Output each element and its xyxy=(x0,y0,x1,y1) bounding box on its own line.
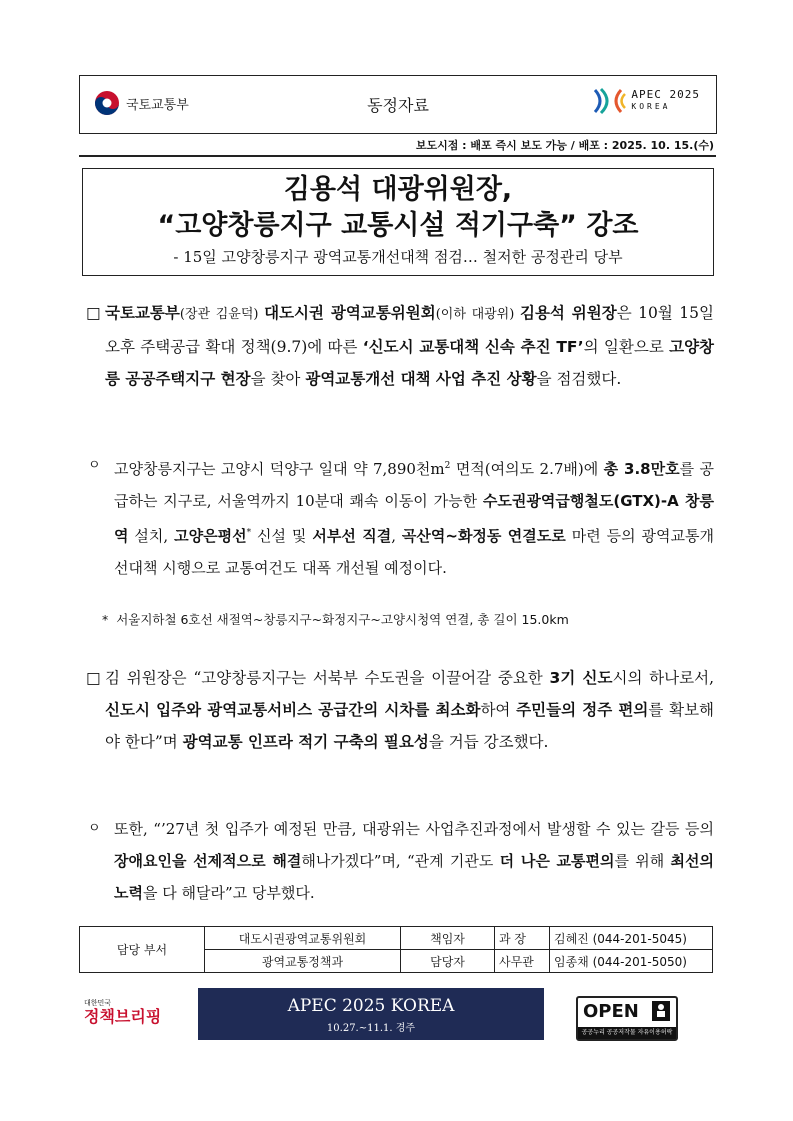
p2-gtx: 수도권광역급행철도(GTX)-A 창릉역 xyxy=(114,492,714,545)
p2-text-l: 마련 등의 광역교통개선대책 시행으로 교통여건도 대폭 개선될 예정이다. xyxy=(114,527,714,577)
square-bullet: □ xyxy=(86,304,101,322)
contact-person-1: 김혜진 (044-201-5045) xyxy=(550,927,713,950)
p2-text-a: 고양창릉지구는 고양시 덕양구 일대 약 7,890천m xyxy=(114,460,445,478)
p3-text-a: 김 위원장은 “고양창릉지구는 서북부 수도권을 이끌어갈 중요한 xyxy=(105,669,550,687)
subtitle: - 15일 고양창릉지구 광역교통개선대책 점검… 철저한 공정관리 당부 xyxy=(173,248,623,266)
apec-logo xyxy=(591,86,700,116)
p2-seobu: 서부선 직결 xyxy=(312,527,392,545)
p2-superscript: 2 xyxy=(444,461,451,471)
header-box xyxy=(79,75,717,134)
release-info: 보도시점 : 배포 즉시 보도 가능 / 배포 : 2025. 10. 15.(수) xyxy=(415,139,714,152)
apec-year: APEC 2025 xyxy=(631,88,700,101)
open-subtext: 공공누리 공공저작물 자유이용허락 xyxy=(578,1027,676,1039)
p3-text-c: 시의 하나로서, xyxy=(612,669,714,687)
contact-org: 대도시권광역교통위원회 xyxy=(205,927,401,950)
p3-text-g: 를 확보해야 한다”며 xyxy=(105,701,715,751)
ministry-name: 국토교통부 xyxy=(126,97,189,113)
p4-text-e: 를 위해 xyxy=(614,852,671,870)
contact-title-1: 과 장 xyxy=(495,927,550,950)
p1-committee: 대도시권 광역교통위원회 xyxy=(264,304,436,322)
square-bullet: □ xyxy=(86,669,101,687)
p2-text-f: 설치, xyxy=(128,527,175,545)
footnote-text: 서울지하철 6호선 새절역~창릉지구~화정지구~고양시청역 연결, 총 길이 15.0km xyxy=(116,612,569,627)
contact-person-2: 임종채 (044-201-5050) xyxy=(550,950,713,973)
brief-main-text: 정책브리핑 xyxy=(84,1007,162,1026)
p4-effort: 최선의 노력 xyxy=(114,852,714,902)
p4-text-c: 해나가겠다”며, “관계 기관도 xyxy=(301,852,500,870)
circle-bullet: ㅇ xyxy=(88,458,101,473)
p3-text-e: 하여 xyxy=(480,701,517,719)
headline-line1: 김용석 대광위원장, xyxy=(283,174,513,205)
apec-country: KOREA xyxy=(631,102,671,111)
footnote xyxy=(102,610,569,628)
paragraph-3 xyxy=(86,662,714,758)
footnote-star: * xyxy=(102,612,109,627)
p2-units: 총 3.8만호 xyxy=(603,460,680,478)
p1-abbrev-note: (이하 대광위) xyxy=(435,307,520,322)
paragraph-2 xyxy=(88,450,714,584)
p1-site: 고양창릉 공공주택지구 현장 xyxy=(105,338,715,388)
p2-footnote-mark: * xyxy=(246,528,252,538)
p1-text-h: 의 일환으로 xyxy=(583,338,670,356)
p1-minister-note: (장관 김윤덕) xyxy=(179,307,265,322)
p1-text-l: 을 점검했다. xyxy=(536,370,622,388)
p3-residents: 주민들의 정주 편의 xyxy=(516,701,649,719)
contact-dept: 광역교통정책과 xyxy=(205,950,401,973)
p4-text-a: 또한, “’27년 첫 입주가 예정된 만큼, 대광위는 사업추진과정에서 발생할 수 있는 갈등 등의 xyxy=(114,820,714,838)
doc-type: 동정자료 xyxy=(367,96,429,115)
p2-text-j: , xyxy=(391,527,402,545)
p1-text-f: 은 10월 15일 오후 주택공급 확대 정책(9.7)에 따른 xyxy=(105,304,714,356)
brief-small-text: 대한민국 xyxy=(84,999,112,1007)
p2-road: 곡산역~화정동 연결도로 xyxy=(401,527,566,545)
headline-line2: “고양창릉지구 교통시설 적기구축” 강조 xyxy=(157,210,639,241)
contact-role-2: 담당자 xyxy=(401,950,495,973)
p3-infra: 광역교통 인프라 적기 구축의 필요성 xyxy=(182,733,429,751)
open-text: OPEN xyxy=(583,1001,639,1022)
contact-label: 담당 부서 xyxy=(80,927,205,973)
contact-title-2: 사무관 xyxy=(495,950,550,973)
p4-resolve: 장애요인을 선제적으로 해결 xyxy=(114,852,302,870)
apec-banner[interactable] xyxy=(198,988,544,1040)
p2-text-h: 신설 및 xyxy=(251,527,313,545)
p1-text-j: 을 찾아 xyxy=(250,370,306,388)
p2-goyang-line: 고양은평선 xyxy=(174,527,247,545)
circle-bullet: ㅇ xyxy=(88,821,101,836)
p1-status: 광역교통개선 대책 사업 추진 상황 xyxy=(305,370,537,388)
p1-chairman: 김용석 위원장 xyxy=(519,304,617,322)
contact-table xyxy=(79,926,713,973)
p2-text-d: 를 공급하는 지구로, 서울역까지 10분대 쾌속 이동이 가능한 xyxy=(114,460,715,510)
p3-text-i: 을 거듭 강조했다. xyxy=(428,733,549,751)
person-icon xyxy=(652,1001,670,1021)
contact-role-1: 책임자 xyxy=(401,927,495,950)
p1-tf: ‘신도시 교통대책 신속 추진 TF’ xyxy=(362,338,584,356)
paragraph-4 xyxy=(88,813,714,909)
apec-emblem-icon xyxy=(591,86,627,116)
policy-briefing-logo[interactable] xyxy=(84,998,164,1026)
kogl-open-badge xyxy=(576,996,678,1041)
p4-convenience: 더 나은 교통편의 xyxy=(499,852,615,870)
p2-text-b: 면적(여의도 2.7배)에 xyxy=(450,460,604,478)
p3-gap: 신도시 입주와 광역교통서비스 공급간의 시차를 최소화 xyxy=(105,701,481,719)
paragraph-1 xyxy=(86,297,714,395)
divider xyxy=(79,155,716,157)
banner-title: APEC 2025 KOREA xyxy=(287,996,455,1016)
p4-text-g: 을 다 해달라”고 당부했다. xyxy=(142,884,315,902)
title-box xyxy=(82,168,714,276)
p1-ministry: 국토교통부 xyxy=(105,304,180,322)
p3-newtown: 3기 신도 xyxy=(549,669,613,687)
banner-date: 10.27.~11.1. 경주 xyxy=(326,1023,416,1034)
